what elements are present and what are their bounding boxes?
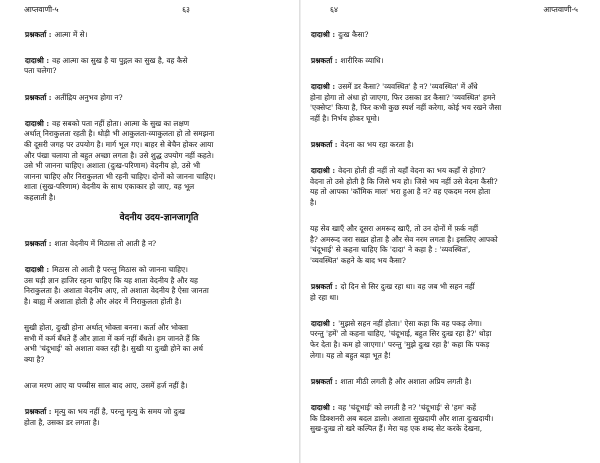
speaker-label: प्रश्नकर्ता : [25,29,52,39]
paragraph [310,392,578,434]
paragraph [310,214,578,267]
page-number: ६४ [330,5,338,14]
page-number: ६३ [182,5,190,14]
paragraph-text: शाता मीठी लगती है और अशाता अप्रिय लगती है। [340,376,472,386]
left-page-header [24,4,294,15]
paragraph [24,82,294,103]
paragraph-text: शाता वेदनीय में मिठास तो आती है न? [54,239,157,249]
paragraph [310,129,578,150]
speaker-label: दादाश्री : [311,318,336,328]
paragraph-text: 'मुझसे सहन नहीं होता।' ऐसा कहा कि वह पकड़ लेगा। परन्तु 'हमें' तो कहना चाहिए, 'चंदूभाई, बहुत सिर दुःख रहा है?' थोड़ा फेर देता है। कम हो जाएगा।' परन्तु 'मुझे दुःख रहा है' कहा कि पकड़ लेगा। यह तो बहुत बड़ा भूत है! [310,318,492,360]
paragraph-text: सुखी होता, दुःखी होना अर्थात् भोक्ता बनना। कर्ता और भोक्ता सभी में कर्म बँधते हैं और ज्ञाता में कर्म नहीं बँधते। हम जानते हैं कि अभी 'चंदूभाई' को अशाता वक्त रही है। सुखी या दुःखी होने का अर्थ क्या है? [24,323,203,365]
speaker-label: प्रश्नकर्ता : [311,282,338,292]
paragraph [310,366,578,387]
speaker-label: दादाश्री : [25,265,50,275]
paragraph-text: उसमें डर कैसा? 'व्यवस्थित' है न? 'व्यवस्थित' में अँधे होना होगा तो अंधा हो जाएगा, फिर उसका डर कैसा? 'व्यवस्थित' हमने 'एक्सेप्ट' किया है, फिर कभी कुछ स्पर्श नहीं करेगा, कोई भय रखने जैसा नहीं है। निर्भय होकर घूमो। [310,81,502,123]
speaker-label: दादाश्री : [311,166,336,176]
paragraph [24,313,294,366]
speaker-label: दादाश्री : [25,55,50,65]
paragraph [310,156,578,209]
speaker-label: प्रश्नकर्ता : [311,55,338,65]
paragraph [310,45,578,66]
speaker-label: प्रश्नकर्ता : [311,376,338,386]
speaker-label: दादाश्री : [311,403,336,412]
paragraph-text: आज मरण आए या पच्चीस साल बाद आए, उसमें हर्ज नहीं है। [24,381,188,391]
running-title: आप्तवाणी-५ [543,5,578,14]
speaker-label: दादाश्री : [311,29,336,39]
paragraph [310,308,578,361]
speaker-label: दादाश्री : [25,118,50,128]
paragraph [24,45,294,77]
paragraph-text: दुःख कैसा? [338,29,369,39]
paragraph-text: आत्मा में से। [54,29,88,39]
paragraph-text: यह सेव खाएँ और दूसरा अमरूद खाएँ, तो उन दोनों में फ़र्क नहीं है? अमरूद जरा सख़्त होता है और सेव नरम लगता है। इसलिए आपको 'चंदूभाई' से कहना चाहिए कि 'दादा' ने कहा है : 'व्यवस्थित', 'व्यवस्थित' कहने के बाद भय कैसा? [310,224,498,265]
paragraph-text: वह आत्मा का सुख है या पुद्गल का सुख है, वह कैसे पता चलेगा? [24,55,188,76]
paragraph [24,108,294,203]
paragraph-text: अतींद्रिय अनुभव होगा न? [54,92,123,102]
right-page [300,0,600,463]
paragraph [310,71,578,124]
paragraph [310,19,578,40]
right-page-header [310,4,578,15]
paragraph-text: मिठास तो आती है परन्तु मिठास को जानना चाहिए। उस घड़ी ज्ञान हाजिर रहना चाहिए कि यह शाता वेदनीय है और यह निराकुलता है। अशाता वेदनीय आए, तो अशाता वेदनीय है ऐसा जानता है। बाह्य में अशाता होती है और अंदर में निराकुलता होती है। [24,265,209,307]
paragraph [24,19,294,40]
paragraph-text: वह सबको पता नहीं होता। आत्मा के सुख का लक्षण अर्थात् निराकुलता रहती है। थोड़ी भी आकुलता-व्याकुलता हो तो समझना की दूसरी जगह पर उपयोग है। मार्ग भूल गए। बाहर से बेचैन होकर आया और पंखा चलाया तो बहुत अच्छा लगता है। उसे शुद्ध उपयोग नहीं कहते। उसे भी जानना चाहिए। अशाता (दुःख-परिणाम) वेदनीय हो, उसे भी जानना चाहिए और निराकुलता भी रहनी चाहिए। दोनों को जानना चाहिए। शाता (सुख-परिणाम) वेदनीय के साथ एकाकार हो जाए, वह भूल कहलाती है। [24,118,216,202]
paragraph [24,255,294,308]
section-heading: वेदनीय उदय-ज्ञानजागृति [119,212,199,223]
paragraph [310,271,578,303]
paragraph [24,371,294,392]
paragraph [24,229,294,250]
paragraph-text: वेदना का भय रहा करता है। [340,139,414,149]
paragraph-text: वह 'चंदूभाई' को लगती है न? 'चंदूभाई' से 'हम' कहें कि डिक्शनरी अब बदल डालो। अशाता सुखदायी और शाता दुःखदायी। सुख-दुःख तो खरे कल्पित हैं। मेरा यह एक शब्द सेट करके देखना, [310,403,494,434]
paragraph-text: वेदना होती ही नहीं तो यहाँ वेदना का भय कहाँ से होगा? वेदना तो उसे होती है कि जिसे भय हो। जिसे भय नहीं उसे वेदना कैसी? यह तो आपका 'कॉमिक माल' भरा हुआ है न? वह एकदम नरम होता है। [310,166,498,207]
speaker-label: प्रश्नकर्ता : [311,139,338,149]
speaker-label: प्रश्नकर्ता : [25,407,52,417]
paragraph-text: दो दिन से सिर दुःख रहा था। वह जब भी सहन नहीं हो रहा था। [310,282,475,302]
speaker-label: प्रश्नकर्ता : [25,239,52,249]
running-title: आप्तवाणी-५ [24,5,59,14]
paragraph [24,397,294,429]
speaker-label: दादाश्री : [311,81,336,91]
speaker-label: प्रश्नकर्ता : [25,92,52,102]
paragraph-text: मृत्यु का भय नहीं है, परन्तु मृत्यु के समय जो दुःख होता है, उसका डर लगता है। [24,407,185,427]
paragraph-text: शारीरिक व्याधि। [340,55,384,65]
